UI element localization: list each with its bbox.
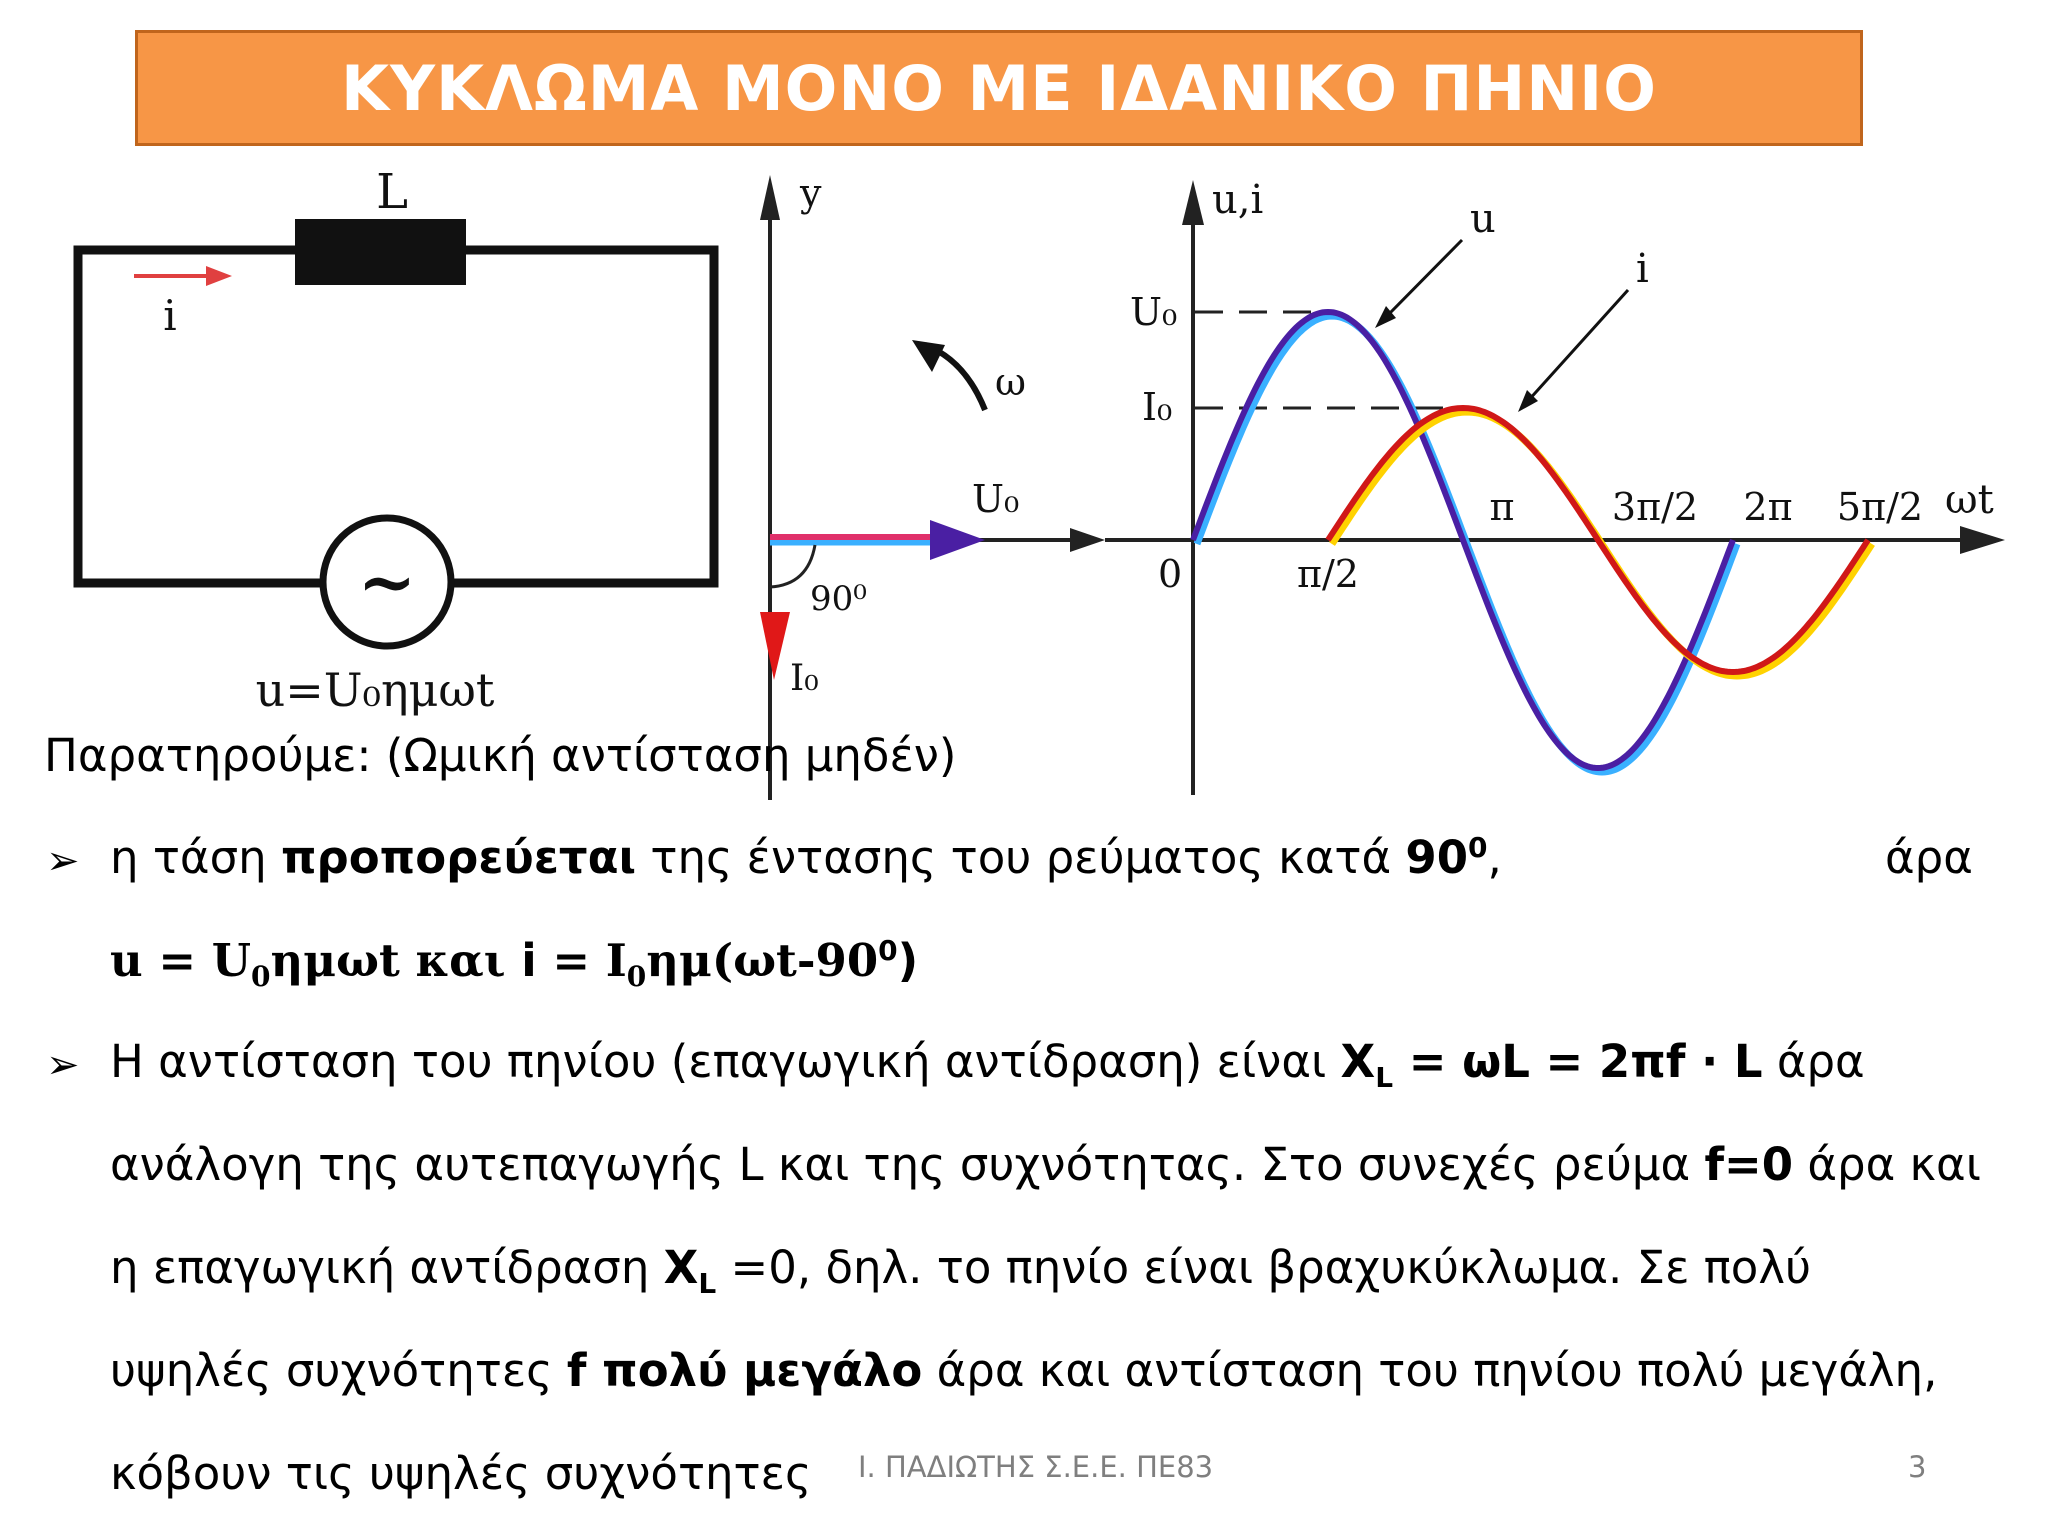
ac-symbol: ~ <box>357 540 417 623</box>
y-axis-arrow-icon <box>760 175 780 220</box>
tick-label: 5π/2 <box>1836 485 1924 529</box>
bullet-arrow-icon: ➢ <box>46 1042 80 1088</box>
phasor-current-label: I₀ <box>790 658 819 699</box>
tick-label: π <box>1489 485 1515 529</box>
page-number: 3 <box>1908 1450 1927 1484</box>
origin-label: 0 <box>1158 552 1183 596</box>
circuit-wire <box>78 250 322 583</box>
u-curve-label: u <box>1470 196 1496 242</box>
current-arrow-icon <box>206 266 232 286</box>
formula-line: $u = U_0\eta\mu\omega t$ και $i = I_0\eta\mu(\omega t-90^0)$ <box>110 934 919 993</box>
omega-arrow-icon <box>912 340 945 372</box>
phasor-angle-label: 90⁰ <box>810 579 867 619</box>
current-phasor-icon <box>760 612 790 680</box>
slide-title: ΚΥΚΛΩΜΑ ΜΟΝΟ ΜΕ ΙΔΑΝΙΚΟ ΠΗΝΙΟ <box>341 51 1657 125</box>
body-line-3: ανάλογη της αυτεπαγωγής L και της συχνότητας. Στο συνεχές ρεύμα f=0 άρα και <box>110 1138 1981 1191</box>
title-bar <box>135 30 1863 146</box>
body-line-6: κόβουν τις υψηλές συχνότητες <box>110 1447 812 1500</box>
u-i-axis-arrow-icon <box>1182 180 1204 225</box>
phasor-diagram <box>760 171 1105 800</box>
phasor-y-label: y <box>800 171 822 215</box>
waveform-chart <box>1105 177 2005 795</box>
bullet1-ara: άρα <box>1885 831 1973 884</box>
bullet-arrow-icon: ➢ <box>46 838 80 884</box>
tick-label: 2π <box>1743 485 1793 529</box>
i0-label: I₀ <box>1142 385 1173 429</box>
source-equation: u=U₀ημωt <box>255 663 495 717</box>
observe-line: Παρατηρούμε: (Ωμική αντίσταση μηδέν) <box>44 729 957 782</box>
wt-axis-arrow-icon <box>1960 526 2005 554</box>
i-curve-label: i <box>1636 246 1649 292</box>
voltage-phasor-icon <box>930 520 985 560</box>
u0-label: U₀ <box>1130 290 1178 334</box>
tick-label: π/2 <box>1297 552 1359 596</box>
footer-author: Ι. ΠΑΔΙΩΤΗΣ Σ.Ε.Ε. ΠΕ83 <box>858 1450 1214 1484</box>
body-line-5: υψηλές συχνότητες f πολύ μεγάλο άρα και αντίσταση του πηνίου πολύ μεγάλη, <box>110 1344 1938 1397</box>
omega-label: ω <box>995 360 1026 404</box>
bullet1-text: η τάση προπορεύεται της έντασης του ρεύματος κατά $90^0$, <box>110 831 1502 884</box>
tick-label: 3π/2 <box>1611 485 1699 529</box>
circuit-diagram <box>78 164 714 717</box>
bullet2-text: Η αντίσταση του πηνίου (επαγωγική αντίδραση) είναι $X_L = \omega L = 2\pi f \cdot L$ άρα <box>110 1035 1865 1094</box>
waveform-x-label: ωt <box>1945 477 1994 523</box>
current-label: i <box>163 291 177 340</box>
inductor-block <box>295 219 466 285</box>
circuit-figure <box>0 140 2048 800</box>
waveform-y-label: u,i <box>1212 177 1264 223</box>
phasor-voltage-label: U₀ <box>972 477 1020 521</box>
circuit-wire-right <box>452 250 714 583</box>
body-line-4: η επαγωγική αντίδραση $X_L =0$, δηλ. το πηνίο είναι βραχυκύκλωμα. Σε πολύ <box>110 1241 1811 1300</box>
inductor-label: L <box>376 164 408 220</box>
x-axis-arrow-icon <box>1070 528 1105 552</box>
